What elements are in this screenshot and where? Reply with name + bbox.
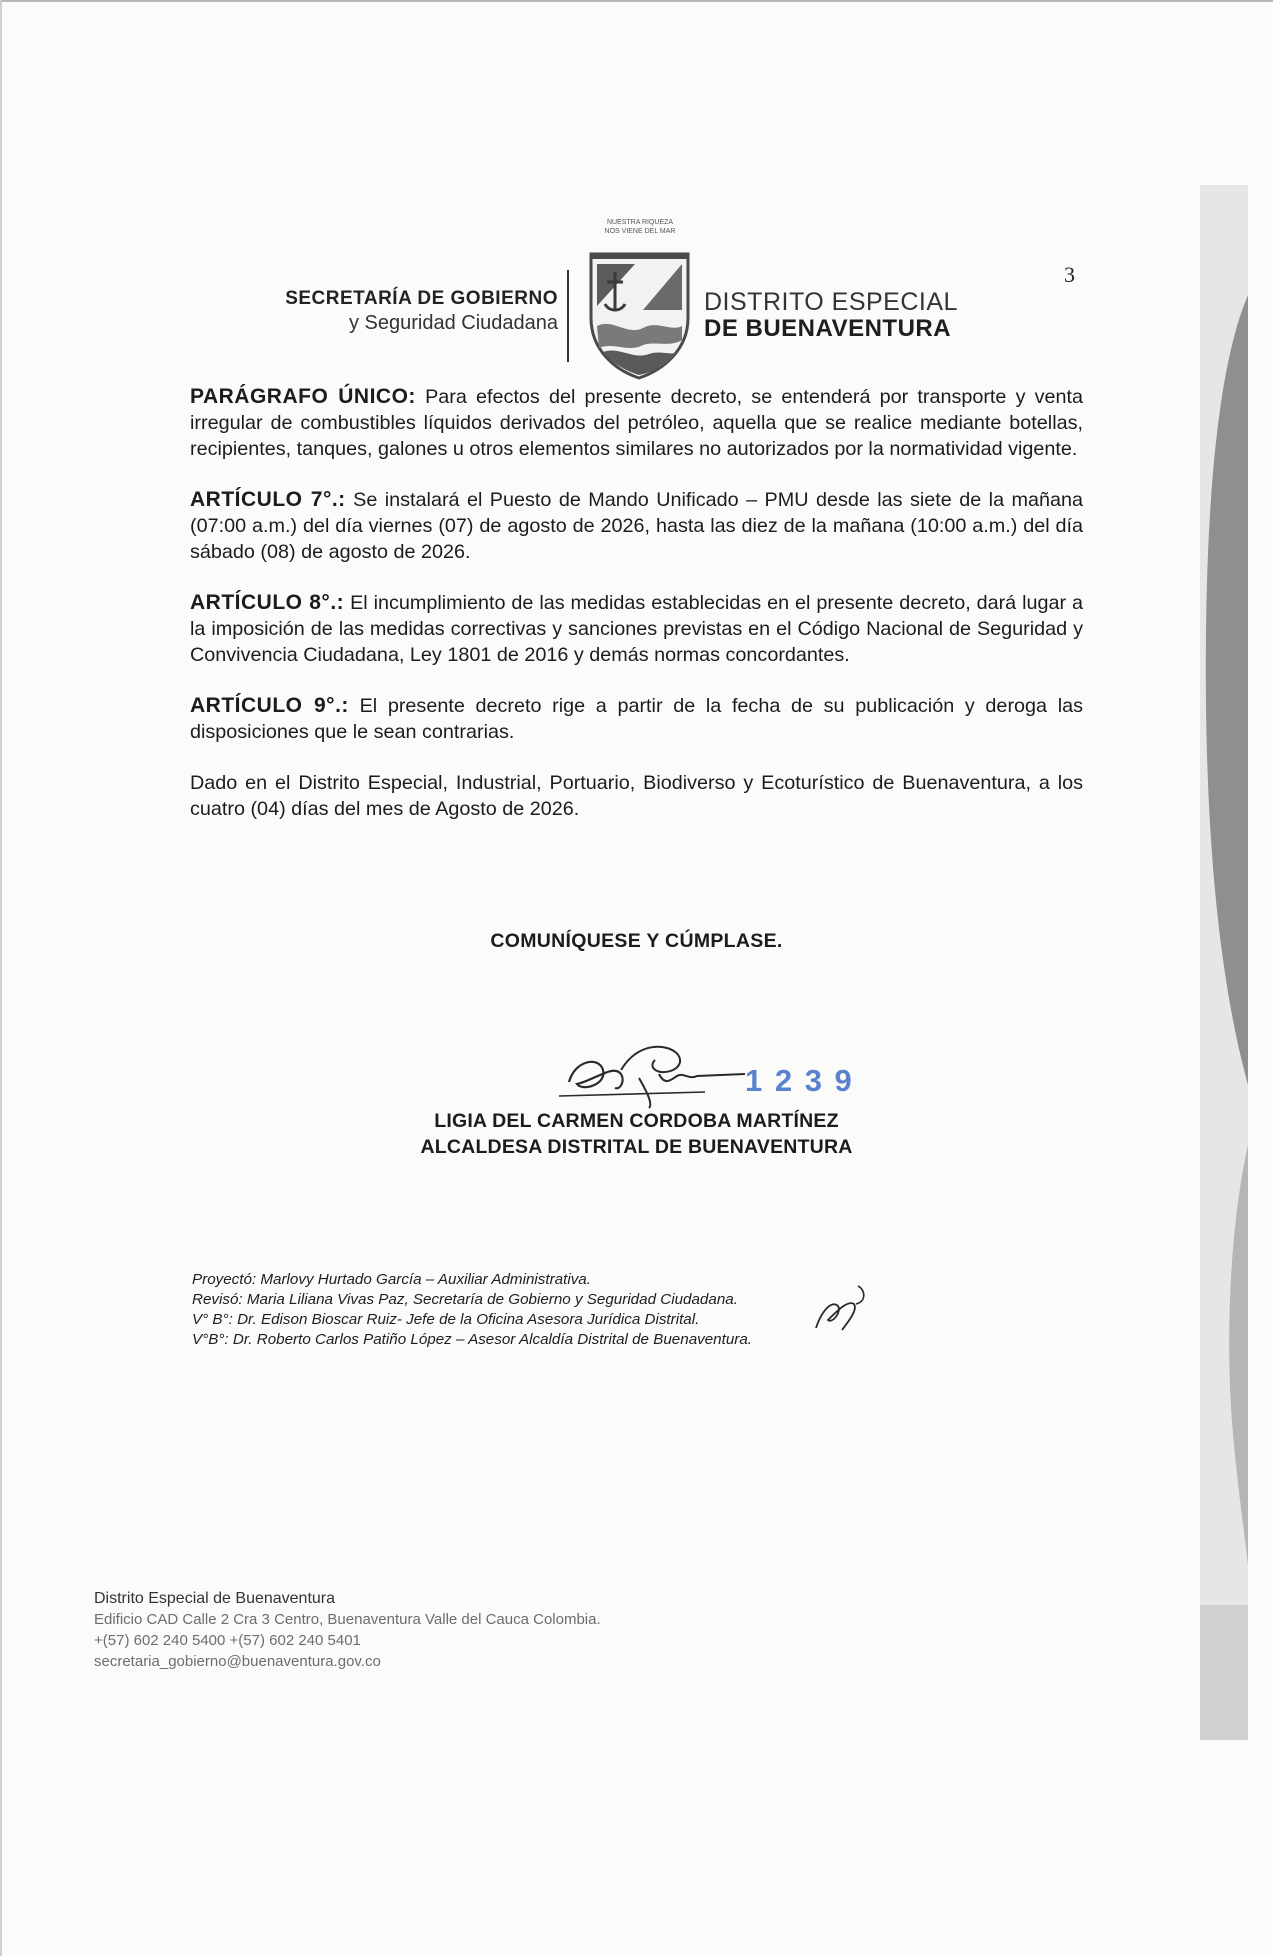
articulo-9-lead: ARTÍCULO 9°.:: [190, 694, 349, 717]
header-secretaria: [232, 288, 558, 335]
shield-caption-line2: NOS VIENE DEL MAR: [604, 228, 676, 235]
paragrafo-unico-lead: PARÁGRAFO ÚNICO:: [190, 385, 416, 408]
review-line: Proyectó: Marlovy Hurtado García – Auxiliar Administrativa.: [192, 1271, 591, 1288]
articulo-9: [190, 693, 1083, 745]
header-secretaria-line1: SECRETARÍA DE GOBIERNO: [285, 288, 558, 309]
decree-number-stamp: 1 2 3 9: [745, 1063, 854, 1098]
paragrafo-unico-text: Para efectos del presente decreto, se entenderá por transporte y venta irregular de combustibles líquidos derivados del petróleo, aquella que se realice mediante botellas, recipientes, tanques, galones u otros elementos similares no autorizados por la normatividad vigente.: [190, 386, 1084, 460]
shield-caption-line1: NUESTRA RIQUEZA: [606, 219, 674, 226]
comuniquese-heading: COMUNÍQUESE Y CÚMPLASE.: [490, 930, 783, 952]
articulo-8: [190, 590, 1083, 668]
review-line: V°B°: Dr. Roberto Carlos Patiño López – Asesor Alcaldía Distrital de Buenaventura.: [192, 1331, 753, 1348]
articulo-7-lead: ARTÍCULO 7°.:: [190, 488, 346, 511]
header-distrito: [704, 288, 958, 343]
articulo-8-text: El incumplimiento de las medidas establecidas en el presente decreto, dará lugar a la imposición de las medidas correctivas y sanciones previstas en el Código Nacional de Seguridad y Convivencia Ciudadana, Ley 1801 de 2016 y demás normas concordantes.: [190, 592, 1084, 666]
scan-top-rule: [0, 0, 1273, 2]
signer-block: [190, 1108, 1083, 1160]
footer-contact: [94, 1588, 601, 1672]
footer-name: Distrito Especial de Buenaventura: [94, 1590, 336, 1607]
handwritten-initials: [808, 1280, 872, 1340]
scan-left-edge: [0, 0, 2, 1956]
review-block: [192, 1270, 752, 1350]
signer-name: LIGIA DEL CARMEN CORDOBA MARTÍNEZ: [434, 1110, 839, 1132]
coat-of-arms-icon: [587, 248, 692, 380]
scan-side-band: [1200, 185, 1248, 1740]
articulo-7-text: Se instalará el Puesto de Mando Unificado – PMU desde las siete de la mañana (07:00 a.m.) del día viernes (07) de agosto de 2026, hasta las diez de la mañana (10:00 a.m.) del día sábado (08) de agosto de 2026.: [190, 489, 1083, 563]
shield-caption: [585, 218, 695, 236]
handwritten-signature: [555, 1030, 775, 1110]
signer-title: ALCALDESA DISTRITAL DE BUENAVENTURA: [420, 1136, 853, 1158]
header-divider: [567, 270, 569, 362]
footer-address: Edificio CAD Calle 2 Cra 3 Centro, Buenaventura Valle del Cauca Colombia.: [94, 1611, 601, 1628]
header-distrito-line2: DE BUENAVENTURA: [704, 315, 952, 342]
paragrafo-unico: [190, 384, 1083, 462]
articulo-8-lead: ARTÍCULO 8°.:: [190, 591, 345, 614]
decree-body: [190, 384, 1083, 822]
footer-phones: +(57) 602 240 5400 +(57) 602 240 5401: [94, 1632, 361, 1649]
footer-email: secretaria_gobierno@buenaventura.gov.co: [94, 1653, 381, 1670]
review-line: Revisó: Maria Liliana Vivas Paz, Secretaría de Gobierno y Seguridad Ciudadana.: [192, 1291, 738, 1308]
header-distrito-line1: DISTRITO ESPECIAL: [704, 288, 958, 316]
page-number: 3: [1064, 262, 1075, 287]
header-secretaria-line2: y Seguridad Ciudadana: [348, 312, 558, 334]
review-line: V° B°: Dr. Edison Bioscar Ruiz- Jefe de la Oficina Asesora Jurídica Distrital.: [192, 1311, 700, 1328]
articulo-9-text: El presente decreto rige a partir de la fecha de su publicación y deroga las disposiciones que le sean contrarias.: [190, 695, 1083, 743]
articulo-7: [190, 487, 1083, 565]
dado-en-paragraph: Dado en el Distrito Especial, Industrial, Portuario, Biodiverso y Ecoturístico de Buenaventura, a los cuatro (04) días del mes de Agosto de 2026.: [190, 772, 1083, 820]
